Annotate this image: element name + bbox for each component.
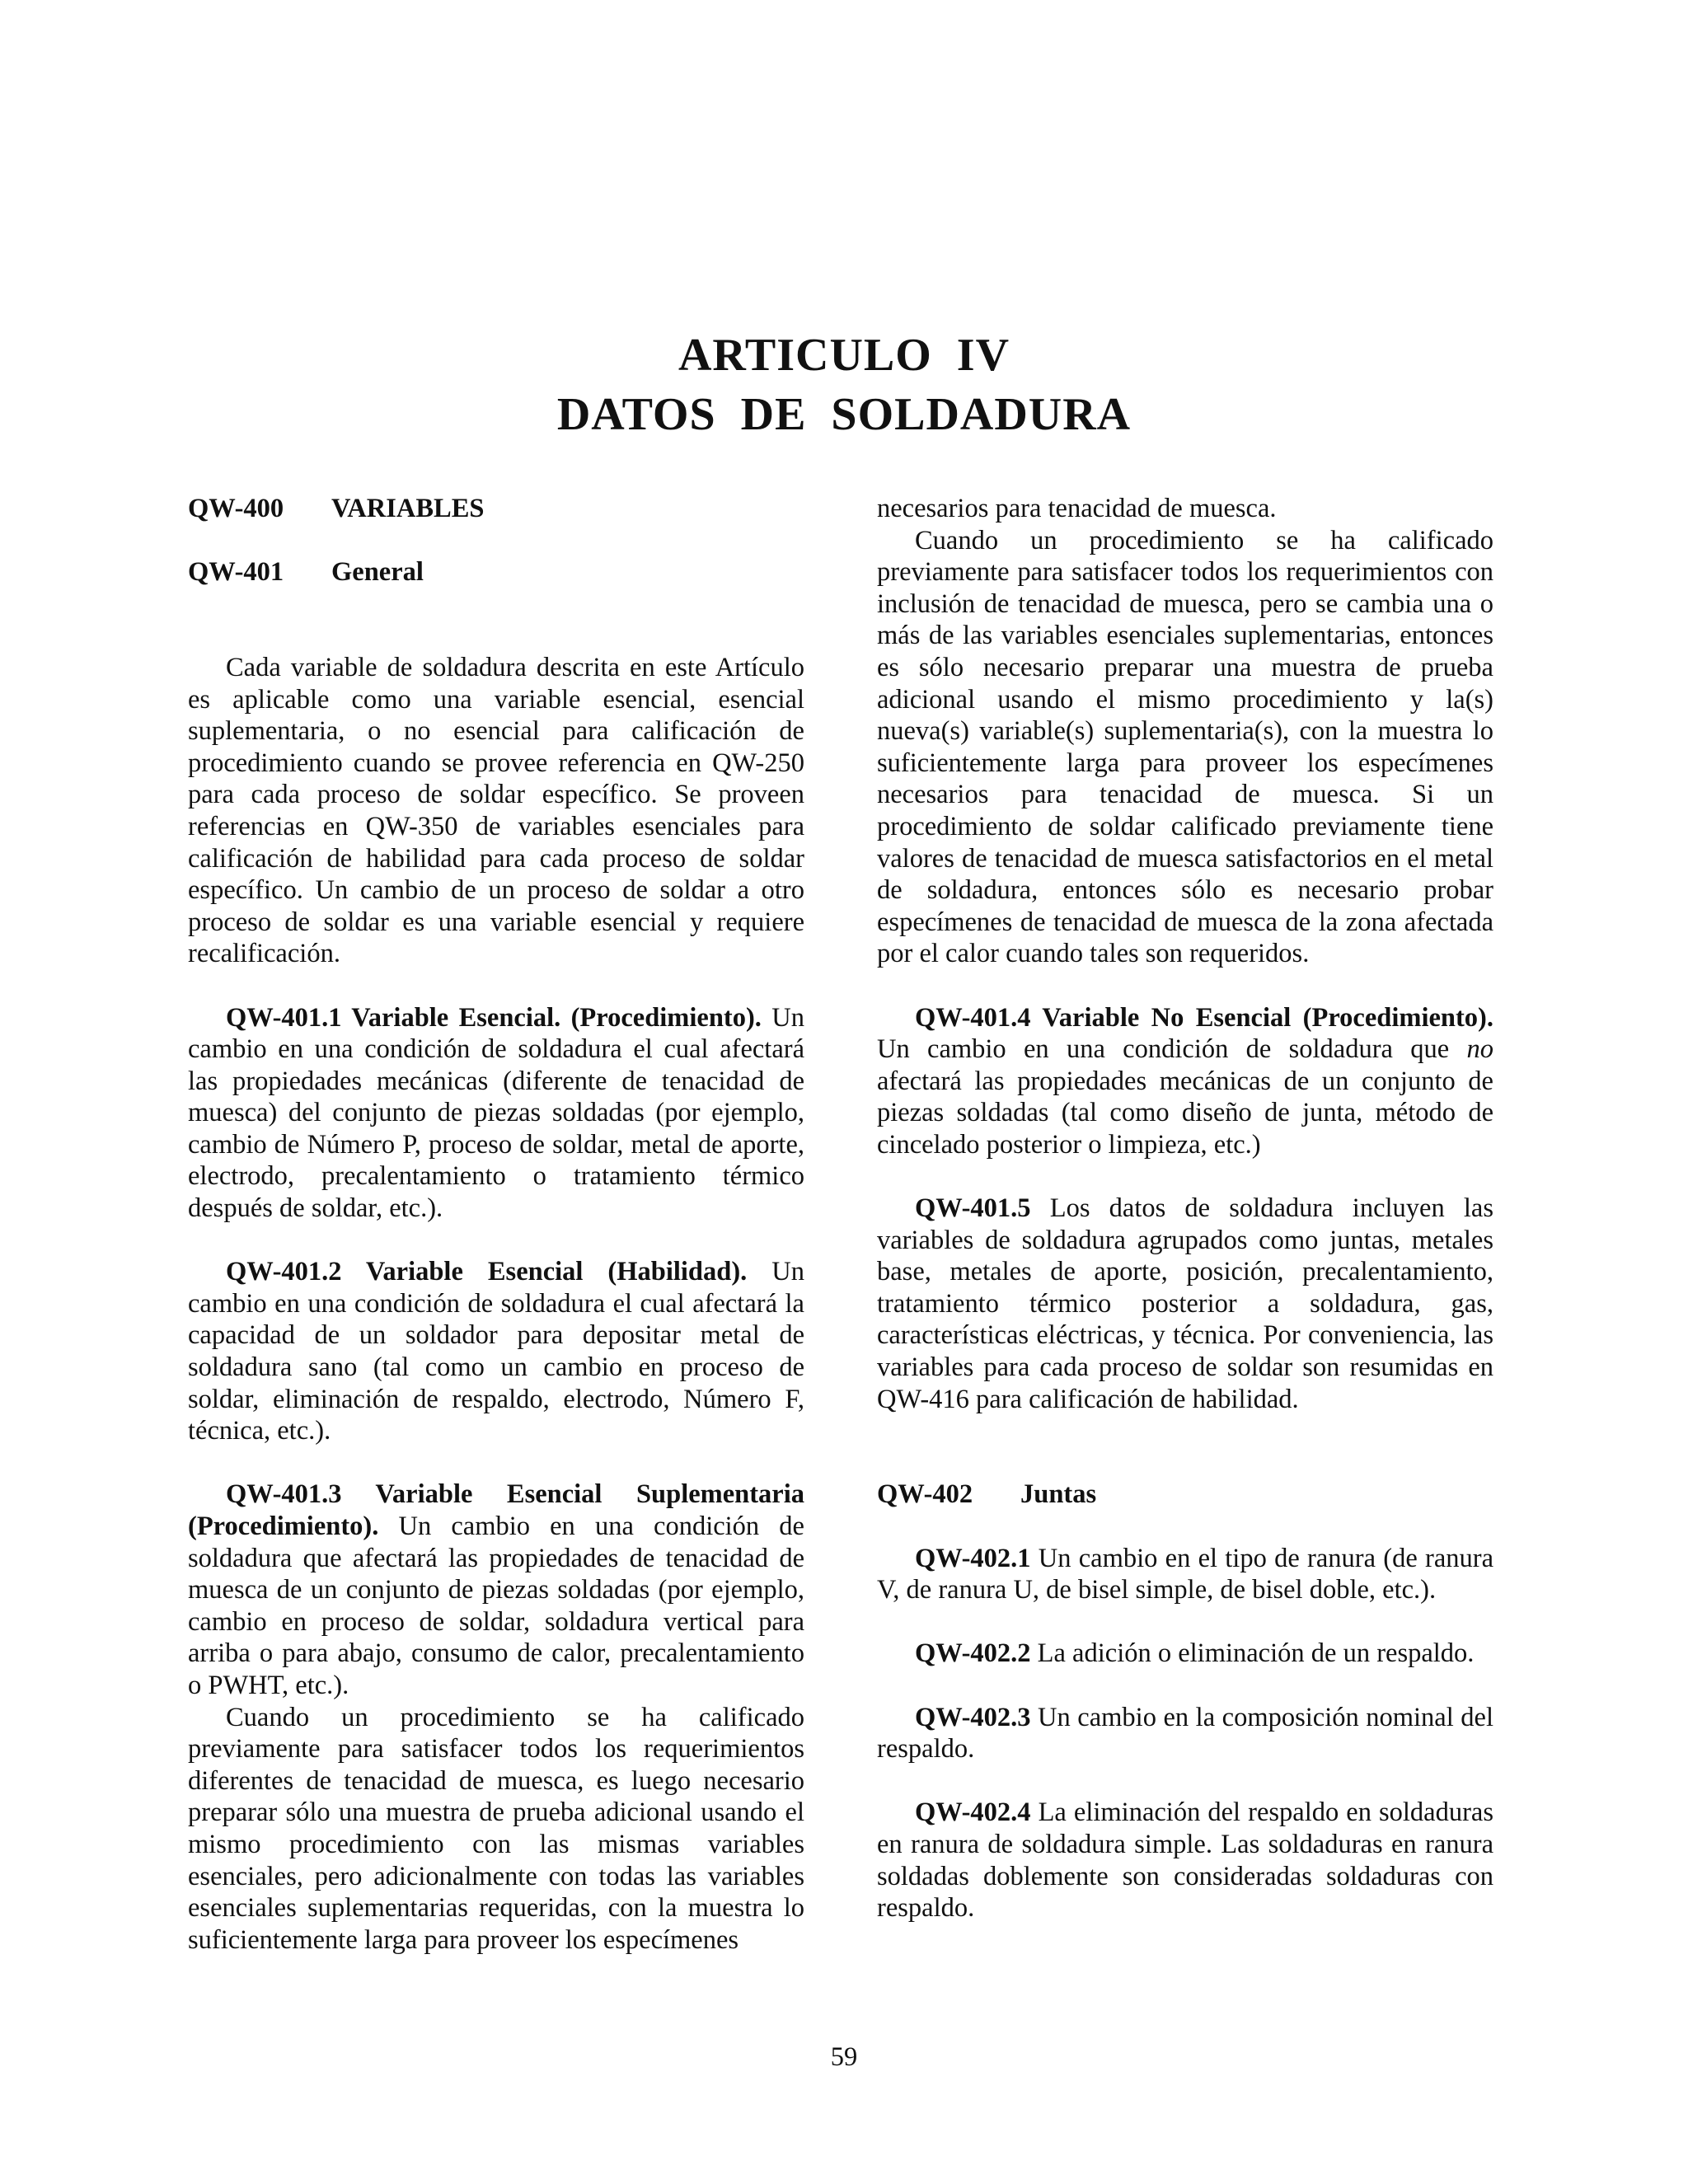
paragraph-qw402-3 [877, 1702, 1493, 1765]
paragraph-qw401-3-continued: Cuando un procedimiento se ha calificado previamente para satisfacer todos los requerimientos diferentes de tenacidad de muesca, es luego necesario preparar sólo una muestra de prueba adicional usando el mismo procedimiento con las mismas variables esenciales, pero adicionalmente con todas las variables esenciales suplementarias requeridas, con la muestra lo suficientemente larga para proveer los especímenes [188, 1702, 804, 1955]
paragraph-body: La adición o eliminación de un respaldo. [1030, 1638, 1475, 1669]
paragraph-heading: QW-401.2 Variable Esencial (Habilidad). [226, 1257, 748, 1287]
paragraph-qw402-4 [877, 1797, 1493, 1924]
paragraph-heading: QW-402.4 [915, 1797, 1031, 1828]
paragraph-general: Cada variable de soldadura descrita en este Artículo es aplicable como una variable esencial, esencial suplementaria, o no esencial para calificación de procedimiento cuando se provee referencia en QW-250 para cada proceso de soldar específico. Se proveen referencias en QW-350 de variables esenciales para calificación de habilidad para cada proceso de soldar específico. Un cambio de un proceso de soldar a otro proceso de soldar es una variable esencial y requiere recalificación. [188, 652, 804, 969]
section-heading-qw400 [188, 493, 804, 525]
paragraph-heading: QW-402.1 [915, 1543, 1031, 1573]
paragraph-body: Un cambio en una condición de soldadura el cual afectará la capacidad de un soldador para depositar metal de soldadura sano (tal como un cambio en proceso de soldar, eliminación de respaldo, electrodo, Número F, técnica, etc.). [188, 1257, 804, 1446]
paragraph-qw402-2 [877, 1638, 1493, 1670]
paragraph-qw401-5 [877, 1193, 1493, 1415]
paragraph-body: Un cambio en la composición nominal del respaldo. [877, 1702, 1493, 1765]
paragraph-heading: QW-402.3 [915, 1702, 1031, 1732]
paragraph-qw401-3 [188, 1479, 804, 1701]
paragraph-body: Un cambio en una condición de soldadura que [877, 1034, 1467, 1065]
paragraph-body: Un cambio en una condición de soldadura que afectará las propiedades de tenacidad de muesca de un conjunto de piezas soldadas (por ejemplo, cambio en proceso de soldar, soldadura vertical para arriba o para abajo, consumo de calor, precalentamiento o PWHT, etc.). [188, 1511, 804, 1700]
paragraph-qw401-2 [188, 1256, 804, 1447]
paragraph-qw401-4 [877, 1002, 1493, 1161]
paragraph-qw401-3-second: Cuando un procedimiento se ha calificado previamente para satisfacer todos los requerimientos con inclusión de tenacidad de muesca, pero se cambia una o más de las variables esenciales suplementarias, entonces es sólo necesario preparar una muestra de prueba adicional usando el mismo procedimiento y la(s) nueva(s) variable(s) suplementaria(s), con la muestra lo suficientemente larga para proveer los especímenes necesarios para tenacidad de muesca. Si un procedimiento de soldar calificado previamente tiene valores de tenacidad de muesca satisfactorios en el metal de soldadura, entonces sólo es necesario probar especímenes de tenacidad de muesca de la zona afectada por el calor cuando tales son requeridos. [877, 525, 1493, 969]
paragraph-qw401-1 [188, 1002, 804, 1225]
paragraph-body: Un cambio en el tipo de ranura (de ranura V, de ranura U, de bisel simple, de bisel doble, etc.). [877, 1543, 1493, 1605]
paragraph-heading: QW-401.4 Variable No Esencial (Procedimiento). [915, 1002, 1493, 1033]
section-title: Juntas [1020, 1479, 1097, 1510]
left-column [188, 493, 804, 1956]
right-column [877, 493, 1493, 1924]
paragraph-heading: QW-402.2 [915, 1638, 1031, 1669]
section-heading-qw402 [877, 1479, 1493, 1511]
paragraph-body: La eliminación del respaldo en soldaduras en ranura de soldadura simple. Las soldaduras en ranura soldadas doblemente son consideradas soldaduras con respaldo. [877, 1797, 1493, 1924]
article-title-line2: DATOS DE SOLDADURA [556, 389, 1132, 440]
section-heading-qw401 [188, 556, 804, 588]
paragraph-body: Un cambio en una condición de soldadura el cual afectará las propiedades mecánicas (diferente de tenacidad de muesca) del conjunto de piezas soldadas (por ejemplo, cambio de Número P, proceso de soldar, metal de aporte, electrodo, precalentamiento o tratamiento térmico después de soldar, etc.). [188, 1002, 804, 1224]
paragraph-heading: QW-401.1 Variable Esencial. (Procedimiento). [226, 1002, 762, 1033]
article-title-line1: ARTICULO IV [678, 330, 1010, 381]
emphasis: no [1466, 1034, 1493, 1065]
paragraph-heading: QW-401.5 [915, 1193, 1031, 1224]
section-title: VARIABLES [331, 494, 485, 523]
paragraph-qw402-1 [877, 1543, 1493, 1606]
section-title: General [331, 557, 424, 588]
paragraph-continuation: necesarios para tenacidad de muesca. [877, 494, 1277, 523]
section-number: QW-401 [188, 557, 284, 588]
page-number: 59 [830, 2042, 858, 2072]
article-title [0, 326, 1688, 444]
paragraph-heading: QW-401.3 Variable Esencial Suplementaria (Procedimiento). [188, 1479, 804, 1541]
section-number: QW-402 [877, 1479, 973, 1510]
section-number: QW-400 [188, 494, 284, 523]
paragraph-body: afectará las propiedades mecánicas de un conjunto de piezas soldadas (tal como diseño de junta, método de cincelado posterior o limpieza, etc.) [877, 1066, 1493, 1160]
paragraph-body: Los datos de soldadura incluyen las variables de soldadura agrupados como juntas, metales base, metales de aporte, posición, precalentamiento, tratamiento térmico posterior a soldadura, gas, características eléctricas, y técnica. Por conveniencia, las variables para cada proceso de soldar son resumidas en QW-416 para calificación de habilidad. [877, 1193, 1493, 1414]
